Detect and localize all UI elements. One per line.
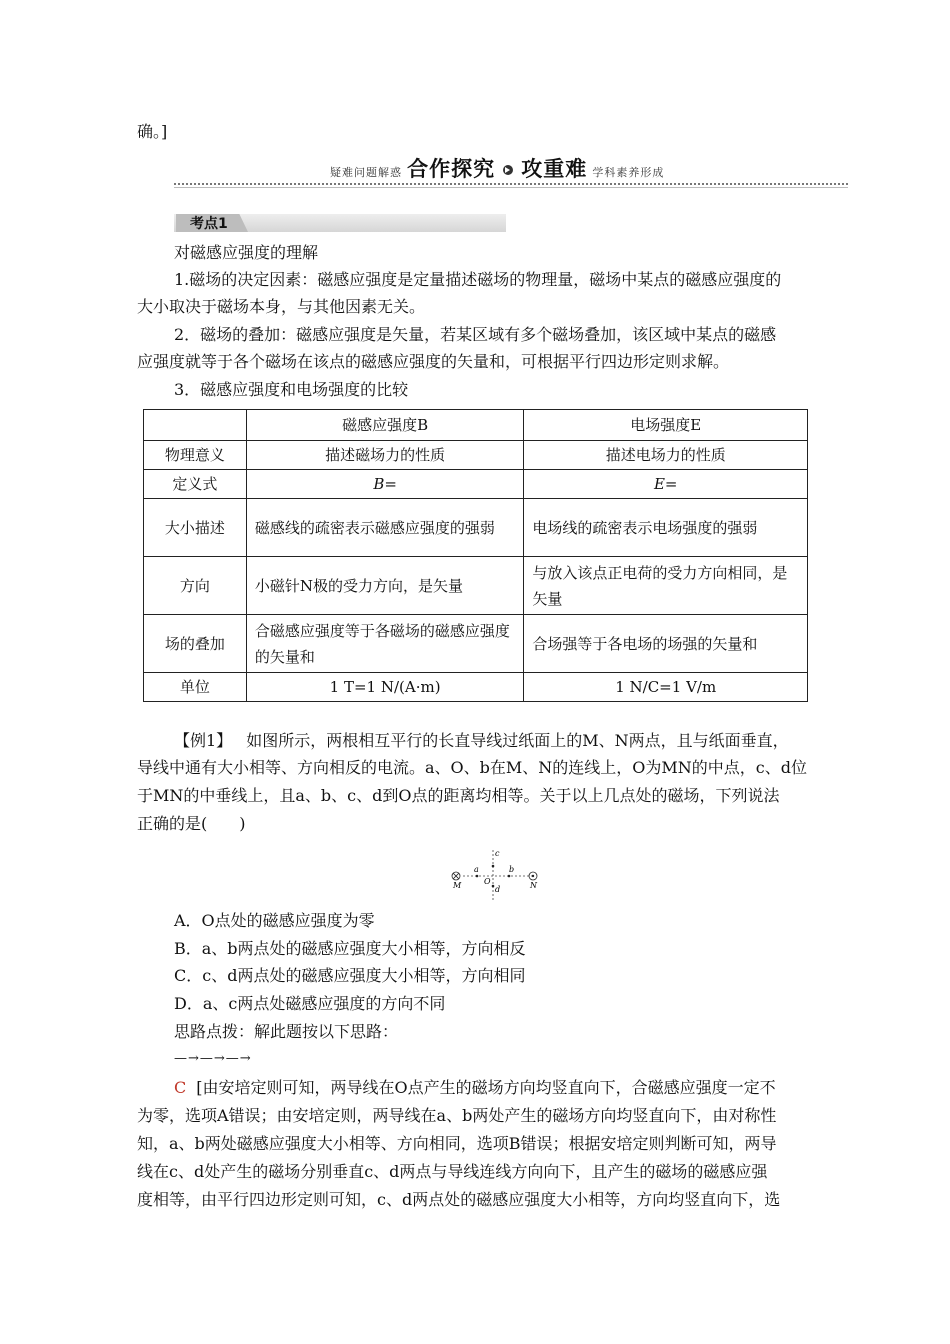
solution-line-5: 度相等，由平行四边形定则可知，c、d两点处的磁感应强度大小相等，方向均竖直向下，选 xyxy=(137,1190,781,1209)
hint-text: 思路点拨：解此题按以下思路： xyxy=(174,1022,399,1041)
table-cell: 小磁针N极的受力方向，是矢量 xyxy=(246,557,524,615)
solution-line-1 xyxy=(174,1078,776,1098)
table-cell: 单位 xyxy=(144,673,247,702)
example-line-3: 于MN的中垂线上，且a、b、c、d到O点的距离均相等。关于以上几点处的磁场，下列说法 xyxy=(137,786,780,805)
point-3: 3．磁感应强度和电场强度的比较 xyxy=(174,380,409,399)
point-2-line-1: 2．磁场的叠加：磁感应强度是矢量，若某区域有多个磁场叠加，该区域中某点的磁感 xyxy=(174,325,777,344)
table-header-row xyxy=(144,410,808,441)
table-row xyxy=(144,499,808,557)
table-cell: 描述磁场力的性质 xyxy=(246,441,524,470)
table-cell: 物理意义 xyxy=(144,441,247,470)
table-row xyxy=(144,615,808,673)
table-cell: B= xyxy=(246,470,524,499)
solution-line-4: 线在c、d处产生的磁场分别垂直c、d两点与导线连线方向向下，且产生的磁场的磁感应强 xyxy=(137,1162,768,1181)
solution-text: [由安培定则可知，两导线在O点产生的磁场方向均竖直向下，合磁感应强度一定不 xyxy=(196,1078,776,1097)
label-O: O xyxy=(484,877,491,886)
example-label: 【例1】 xyxy=(174,731,233,750)
kaodian-tag: 考点1 xyxy=(190,216,228,232)
table-header-cell: 电场强度E xyxy=(524,410,808,441)
section-banner xyxy=(330,153,664,183)
table-cell: 定义式 xyxy=(144,470,247,499)
top-fragment: 确。] xyxy=(137,122,168,141)
table-row xyxy=(144,470,808,499)
point-1-line-1: 1.磁场的决定因素：磁感应强度是定量描述磁场的物理量，磁场中某点的磁感应强度的 xyxy=(174,270,782,289)
example-line-4: 正确的是( ) xyxy=(137,814,246,833)
table-cell: 合场强等于各电场的场强的矢量和 xyxy=(524,615,808,673)
table-cell: 描述电场力的性质 xyxy=(524,441,808,470)
label-N: N xyxy=(530,881,537,890)
table-cell: E= xyxy=(524,470,808,499)
label-c: c xyxy=(495,849,500,858)
point-a-dot xyxy=(476,875,479,878)
banner-right-small: 学科素养形成 xyxy=(592,166,665,179)
table-cell: 与放入该点正电荷的受力方向相同，是矢量 xyxy=(524,557,808,615)
comparison-table xyxy=(143,409,808,702)
solution-line-3: 知，a、b两处磁感应强度大小相等、方向相同，选项B错误；根据安培定则判断可知，两导 xyxy=(137,1134,777,1153)
point-d-dot xyxy=(492,885,495,888)
wire-figure xyxy=(440,842,550,904)
point-c-dot xyxy=(492,865,495,868)
label-a: a xyxy=(474,865,479,874)
label-M: M xyxy=(453,881,462,890)
wire-n-out-of-page-icon xyxy=(529,872,537,880)
table-row xyxy=(144,441,808,470)
table-cell: 方向 xyxy=(144,557,247,615)
table-row xyxy=(144,673,808,702)
answer-letter: C xyxy=(174,1078,187,1097)
point-1-line-2: 大小取决于磁场本身，与其他因素无关。 xyxy=(137,297,426,316)
option-d: D．a、c两点处磁感应强度的方向不同 xyxy=(174,994,446,1013)
hint-arrows: —→—→—→ xyxy=(174,1051,252,1066)
table-row xyxy=(144,557,808,615)
label-b: b xyxy=(509,865,515,874)
solution-line-2: 为零，选项A错误；由安培定则，两导线在a、b两处产生的磁场方向均竖直向下，由对称性 xyxy=(137,1106,777,1125)
table-cell: 大小描述 xyxy=(144,499,247,557)
table-header-cell xyxy=(144,410,247,441)
table-cell: 1 T=1 N/(A·m) xyxy=(246,673,524,702)
banner-arrow-icon xyxy=(503,165,513,175)
label-d: d xyxy=(495,885,501,894)
table-cell: 合磁感应强度等于各磁场的磁感应强度的矢量和 xyxy=(246,615,524,673)
wire-m-into-page-icon xyxy=(452,872,460,880)
table-cell: 1 N/C=1 V/m xyxy=(524,673,808,702)
banner-left-big: 合作探究 xyxy=(407,157,496,181)
example-text: 如图所示，两根相互平行的长直导线过纸面上的M、N两点，且与纸面垂直， xyxy=(246,731,789,750)
banner-divider-2 xyxy=(174,187,848,188)
banner-left-small: 疑难问题解惑 xyxy=(330,166,402,179)
point-2-line-2: 应强度就等于各个磁场在该点的磁感应强度的矢量和，可根据平行四边形定则求解。 xyxy=(137,352,730,371)
example-line-1 xyxy=(174,731,789,751)
banner-divider xyxy=(174,183,848,185)
topic-title: 对磁感应强度的理解 xyxy=(174,243,319,262)
option-a: A．O点处的磁感应强度为零 xyxy=(174,911,375,930)
table-cell: 磁感线的疏密表示磁感应强度的强弱 xyxy=(246,499,524,557)
option-b: B．a、b两点处的磁感应强度大小相等，方向相反 xyxy=(174,939,526,958)
option-c: C．c、d两点处的磁感应强度大小相等，方向相同 xyxy=(174,966,526,985)
table-header-cell: 磁感应强度B xyxy=(246,410,524,441)
point-b-dot xyxy=(508,875,511,878)
banner-right-big: 攻重难 xyxy=(521,157,588,181)
example-line-2: 导线中通有大小相等、方向相反的电流。a、O、b在M、N的连线上，O为MN的中点，c、d位 xyxy=(137,758,807,777)
table-cell: 场的叠加 xyxy=(144,615,247,673)
table-cell: 电场线的疏密表示电场强度的强弱 xyxy=(524,499,808,557)
